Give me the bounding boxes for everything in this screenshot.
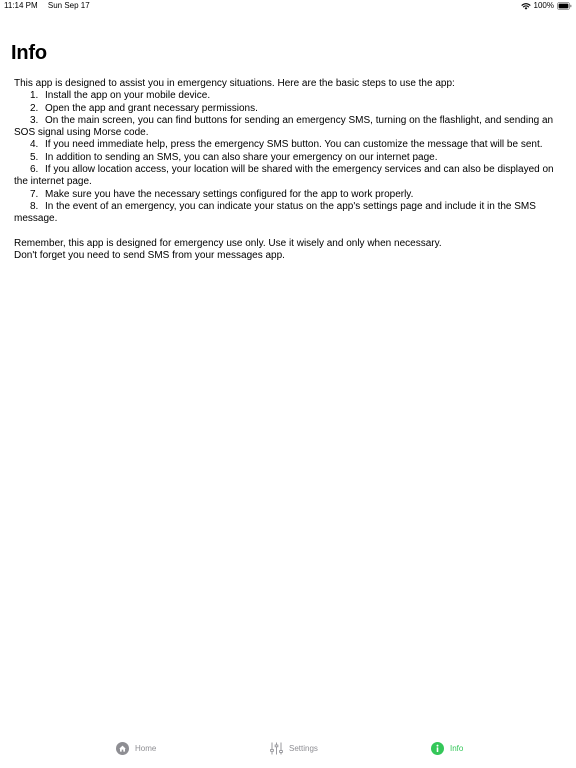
step-item: [14, 90, 562, 102]
status-right: [521, 0, 572, 12]
step-text: If you allow location access, your location will be shared with the emergency services and can also be displayed on the internet page.: [14, 164, 554, 188]
step-item: [14, 189, 562, 201]
tab-settings-label: Settings: [289, 743, 318, 753]
step-item: [14, 139, 562, 151]
step-item: [14, 201, 562, 226]
step-number: 7.: [30, 188, 39, 200]
step-text: In the event of an emergency, you can indicate your status on the app's settings page and include it in the SMS message.: [14, 200, 536, 225]
step-number: 4.: [30, 139, 39, 151]
step-text: In addition to sending an SMS, you can also share your emergency on our internet page.: [45, 151, 438, 163]
step-item: [14, 115, 562, 140]
tab-settings[interactable]: [270, 740, 318, 756]
outro: [14, 238, 562, 263]
step-number: 8.: [30, 200, 39, 212]
tab-home[interactable]: [116, 740, 156, 756]
step-number: 3.: [30, 114, 39, 126]
home-icon: [116, 742, 129, 755]
tab-bar: [0, 734, 576, 768]
outro-sms-note: Don't forget you need to send SMS from your messages app.: [14, 250, 285, 262]
step-number: 6.: [30, 164, 39, 176]
status-left: [4, 0, 90, 12]
step-number: 5.: [30, 151, 39, 163]
steps-list: [14, 90, 562, 225]
intro-text: This app is designed to assist you in emergency situations. Here are the basic steps to use the app:: [14, 78, 455, 89]
step-item: [14, 103, 562, 115]
page-title: Info: [11, 42, 47, 64]
step-item: [14, 164, 562, 189]
battery-percent: 100%: [533, 1, 554, 10]
step-text: If you need immediate help, press the emergency SMS button. You can customize the message that will be sent.: [45, 139, 543, 151]
step-text: On the main screen, you can find buttons for sending an emergency SMS, turning on the flashlight, and sending an SOS signal using Morse code.: [14, 114, 554, 139]
tab-info[interactable]: [431, 740, 463, 756]
step-number: 1.: [30, 90, 39, 102]
status-time: 11:14 PM: [4, 1, 38, 10]
info-icon: [431, 742, 444, 755]
step-item: [14, 152, 562, 164]
tab-info-label: Info: [450, 743, 464, 753]
status-bar: [0, 0, 576, 12]
sliders-icon: [270, 742, 283, 755]
step-text: Make sure you have the necessary settings configured for the app to work properly.: [45, 188, 414, 200]
info-content: [14, 78, 562, 262]
wifi-icon: [521, 2, 531, 10]
status-date: Sun Sep 17: [47, 1, 90, 10]
step-text: Install the app on your mobile device.: [45, 90, 211, 102]
battery-icon: [557, 2, 572, 10]
outro-reminder: Remember, this app is designed for emergency use only. Use it wisely and only when necessary.: [14, 237, 442, 249]
tab-home-label: Home: [135, 743, 157, 753]
step-text: Open the app and grant necessary permissions.: [45, 102, 258, 114]
step-number: 2.: [30, 102, 39, 114]
